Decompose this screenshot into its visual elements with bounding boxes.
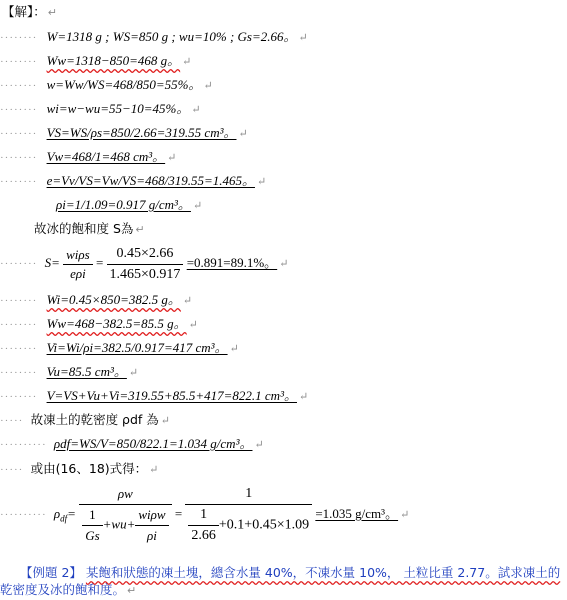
- equation-line-6: [0, 149, 176, 165]
- dot-leader: ·····: [0, 464, 24, 476]
- s-symbol: S=: [44, 255, 60, 270]
- final-result: =1.035 g/cm³。: [315, 506, 399, 521]
- paragraph-mark: ↵: [191, 104, 201, 116]
- example-text: 某飽和狀態的凍土塊，總含水量 40%，不凍水量 10%， 土粒比重 2.77。試求凍土的: [85, 565, 561, 580]
- numeric-numerator: 1: [185, 485, 312, 505]
- value-denominator: 1.465×0.917: [109, 266, 181, 282]
- rho-df-symbol: $\rho_{df}=$: [53, 506, 76, 524]
- paragraph-mark: ↵: [182, 56, 192, 68]
- value-numerator: 0.45×2.66: [107, 245, 184, 265]
- dot-leader: ········: [0, 367, 38, 379]
- unfrozen-water-weight-eq: Ww=468−382.5=85.5 g。: [46, 316, 187, 331]
- ice-weight-eq: Wi=0.45×850=382.5 g。: [46, 292, 181, 307]
- equation-line-5: [0, 125, 248, 141]
- paragraph-mark: ↵: [254, 439, 264, 451]
- example-2-line-2: [0, 582, 136, 598]
- dot-leader: ········: [0, 104, 38, 116]
- plus-wu: +wu+: [102, 516, 136, 532]
- equation-line-4: [0, 101, 201, 117]
- paragraph-mark: ↵: [167, 152, 177, 164]
- ice-saturation-text: 故冰的飽和度 S為: [34, 221, 134, 236]
- water-volume-eq: Vw=468/1=468 cm³。: [46, 149, 166, 164]
- paragraph-mark: ↵: [298, 32, 308, 44]
- equation-line-12: [0, 364, 138, 380]
- example-label: 【例題 2】: [20, 565, 82, 580]
- denominator-rest: +0.1+0.45×1.09: [218, 517, 310, 533]
- paragraph-mark: ↵: [298, 391, 309, 403]
- equation-line-9: [0, 292, 192, 308]
- gs-numerator: 1: [82, 506, 102, 526]
- equation-line-3: [0, 77, 213, 93]
- formula-fraction: [79, 485, 171, 545]
- alternative-text: 或由(16、18)式得：: [30, 461, 148, 476]
- paragraph-mark: ↵: [47, 6, 57, 19]
- dot-leader: ········: [0, 258, 38, 270]
- ice-denominator: ρi: [147, 528, 157, 544]
- void-ratio-eq: e=Vv/VS=Vw/VS=468/319.55=1.465。: [46, 173, 255, 188]
- ice-volume-eq: Vi=Wi/ρi=382.5/0.917=417 cm³。: [46, 340, 228, 355]
- ice-saturation-heading: [34, 221, 145, 237]
- dry-density-text: 故凍土的乾密度 ρdf 為: [30, 412, 159, 427]
- lhs-fraction: [63, 247, 93, 282]
- formula-denominator: [79, 505, 171, 545]
- value-fraction: [107, 245, 184, 284]
- paragraph-mark: ↵: [128, 367, 139, 379]
- equation-line-11: [0, 340, 239, 356]
- equation-line-7: [0, 173, 266, 189]
- ice-density-eq: ρi=1/1.09=0.917 g/cm³。: [56, 197, 191, 212]
- final-equation: [0, 483, 409, 545]
- paragraph-mark: ↵: [135, 223, 145, 236]
- dot-leader: ··········: [0, 439, 47, 451]
- dot-leader: ········: [0, 295, 38, 307]
- lhs-denominator: eρi: [70, 265, 86, 281]
- header-text: 【解】：: [2, 4, 46, 19]
- dot-leader: ········: [0, 391, 38, 403]
- ice-numerator: wiρw: [135, 506, 168, 526]
- equation-line-10: [0, 316, 198, 332]
- dot-leader: ········: [0, 152, 38, 164]
- paragraph-mark: ↵: [279, 258, 289, 270]
- solution-header: [2, 4, 57, 20]
- equals-sign: =: [95, 255, 104, 270]
- water-content-eq: w=Ww/WS=468/850=55%。: [46, 77, 202, 92]
- dot-leader: ········: [0, 56, 38, 68]
- saturation-equation: [0, 243, 288, 283]
- dot-leader: ········: [0, 32, 38, 44]
- water-weight-eq: Ww=1318−850=468 g。: [46, 53, 181, 68]
- equation-line-8: [56, 197, 202, 213]
- equation-dry-density: [0, 436, 264, 452]
- inner-numerator: 1: [188, 506, 219, 526]
- ice-content-eq: wi=w−wu=55−10=45%。: [46, 101, 190, 116]
- dot-leader: ········: [0, 319, 38, 331]
- paragraph-mark: ↵: [238, 128, 248, 140]
- paragraph-mark: ↵: [192, 200, 203, 212]
- equals-sign: =: [174, 506, 183, 521]
- paragraph-mark: ↵: [229, 343, 239, 355]
- ice-fraction: [135, 506, 168, 545]
- paragraph-mark: ↵: [188, 319, 198, 331]
- dry-density-eq: ρdf=WS/V=850/822.1=1.034 g/cm³。: [53, 436, 253, 451]
- alternative-heading: [0, 461, 158, 477]
- paragraph-mark: ↵: [182, 295, 193, 307]
- gs-fraction: [82, 506, 102, 545]
- total-volume-eq: V=VS+Vu+Vi=319.55+85.5+417=822.1 cm³。: [46, 388, 297, 403]
- inner-denominator: 2.66: [191, 528, 216, 544]
- paragraph-mark: ↵: [127, 584, 137, 597]
- equation-line-13: [0, 388, 308, 404]
- paragraph-mark: ↵: [400, 509, 410, 521]
- paragraph-mark: ↵: [149, 464, 159, 476]
- dry-density-heading: [0, 412, 170, 428]
- example-text-continued: 乾密度及冰的飽和度。: [0, 582, 126, 597]
- dot-leader: ········: [0, 176, 38, 188]
- paragraph-mark: ↵: [203, 80, 213, 92]
- given-values: W=1318 g ; WS=850 g ; wu=10% ; Gs=2.66。: [46, 29, 297, 44]
- inner-fraction: [188, 506, 219, 545]
- dot-leader: ··········: [0, 509, 47, 521]
- equation-line-1: [0, 29, 308, 45]
- numeric-denominator: [185, 505, 312, 545]
- equation-line-2: [0, 53, 191, 69]
- paragraph-mark: ↵: [256, 176, 267, 188]
- numeric-fraction: [185, 485, 312, 545]
- dot-leader: ········: [0, 128, 38, 140]
- saturation-result: =0.891=89.1%。: [186, 255, 278, 270]
- dot-leader: ········: [0, 80, 38, 92]
- paragraph-mark: ↵: [160, 415, 171, 427]
- dot-leader: ········: [0, 343, 38, 355]
- formula-numerator: ρw: [79, 485, 171, 505]
- solid-volume-eq: VS=WS/ρs=850/2.66=319.55 cm³。: [46, 125, 237, 140]
- lhs-numerator: wiρs: [63, 247, 93, 265]
- unfrozen-volume-eq: Vu=85.5 cm³。: [46, 364, 127, 379]
- dot-leader: ·····: [0, 415, 24, 427]
- example-2-line-1: [20, 565, 560, 581]
- gs-denominator: Gs: [85, 528, 100, 544]
